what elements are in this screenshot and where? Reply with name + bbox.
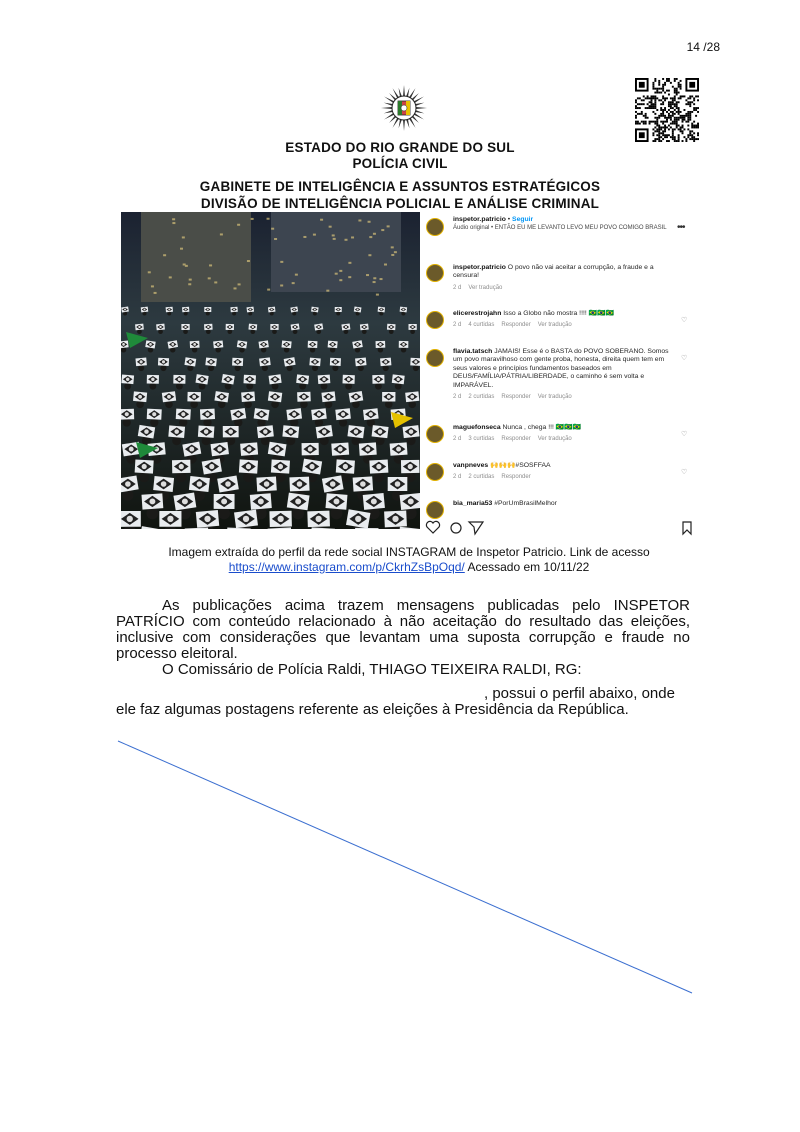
- translate-link[interactable]: Ver tradução: [537, 436, 572, 443]
- comment-text: Isso a Globo não mostra !!!! 🇧🇷🇧🇷🇧🇷: [503, 310, 615, 317]
- comment-text: JAMAIS! Esse é o BASTA do POVO SOBERANO. Somos um povo maravilhoso com gente proba, honesta, direita quem tem em seus valores e princípios fundamentos baseados em DEUS/FAMÍLIA/PÁTRIA/LIBERDADE, o caminho é sem volta e IMPARÁVEL.: [453, 348, 669, 389]
- avatar[interactable]: [426, 218, 444, 236]
- instagram-screenshot: [121, 212, 697, 542]
- access-date: Acessado em 10/11/22: [464, 560, 590, 574]
- avatar[interactable]: [426, 264, 444, 282]
- caption-username[interactable]: inspetor.patricio: [453, 264, 506, 271]
- paragraph-commissioner: O Comissário de Polícia Raldi, THIAGO TEIXEIRA RALDI, RG:: [162, 661, 582, 678]
- comment-like-heart-icon[interactable]: ♡: [681, 317, 688, 324]
- instagram-comments-panel: [423, 212, 697, 542]
- qr-code: [634, 78, 700, 142]
- avatar[interactable]: [426, 349, 444, 367]
- crowd-photo: [121, 212, 420, 529]
- post-actions-bar: [423, 518, 697, 538]
- avatar[interactable]: [426, 311, 444, 329]
- header-police: POLÍCIA CIVIL: [352, 156, 448, 171]
- translate-link[interactable]: Ver tradução: [537, 322, 572, 329]
- audio-label[interactable]: Áudio original • ENTÃO EU ME LEVANTO LEVO MEU POVO COMIGO BRASIL: [453, 225, 667, 232]
- comment-age: 2 d: [453, 322, 462, 329]
- header-cabinet: GABINETE DE INTELIGÊNCIA E ASSUNTOS ESTRATÉGICOS: [199, 179, 601, 194]
- post-username[interactable]: inspetor.patricio: [453, 216, 506, 223]
- state-crest-logo: [380, 84, 428, 132]
- comment-age: 2 d: [453, 436, 462, 443]
- reply-link[interactable]: Responder: [501, 436, 531, 443]
- comment-text: 🙌🙌🙌#SOSFFAA: [490, 462, 551, 469]
- comment-likes[interactable]: 4 curtidas: [468, 322, 495, 329]
- follow-button[interactable]: Seguir: [512, 216, 534, 223]
- header-state: ESTADO DO RIO GRANDE DO SUL: [285, 140, 515, 155]
- paragraph-elections: ele faz algumas postagens referente as eleições à Presidência da República.: [116, 701, 629, 718]
- avatar[interactable]: [426, 501, 444, 519]
- paragraph-publications: As publicações acima trazem mensagens publicadas pelo INSPETOR PATRÍCIO com conteúdo relacionado à não aceitação do resultado das eleições, inclusive com considerações que levantam uma suposta corrupção e fraude no processo eleitoral.: [116, 597, 690, 662]
- comment-username[interactable]: bia_maria53: [453, 500, 493, 507]
- reply-link[interactable]: Responder: [501, 394, 531, 401]
- comment-age: 2 d: [453, 394, 462, 401]
- save-bookmark-icon[interactable]: [683, 522, 691, 534]
- share-send-icon[interactable]: [469, 522, 483, 534]
- comment-text: Nunca , chega !!! 🇧🇷🇧🇷🇧🇷: [502, 424, 582, 431]
- comment-username[interactable]: flavia.tatsch: [453, 348, 493, 355]
- caption-text: O povo não vai aceitar a corrupção, a fraude e a censura!: [453, 264, 654, 280]
- comment-likes[interactable]: 3 curtidas: [468, 436, 495, 443]
- translate-link[interactable]: Ver tradução: [468, 284, 503, 291]
- comment-username[interactable]: vanpneves: [453, 462, 489, 469]
- image-caption: Imagem extraída do perfil da rede social INSTAGRAM de Inspetor Patricio. Link de acesso: [168, 545, 650, 559]
- instagram-post-link[interactable]: https://www.instagram.com/p/CkrhZsBpOqd/: [228, 560, 465, 574]
- page-number: 14 /28: [686, 40, 720, 54]
- comment-like-heart-icon[interactable]: ♡: [681, 469, 688, 476]
- comment-likes[interactable]: 2 curtidas: [468, 394, 495, 401]
- translate-link[interactable]: Ver tradução: [537, 394, 572, 401]
- comment-likes[interactable]: 2 curtidas: [468, 474, 495, 481]
- reply-link[interactable]: Responder: [501, 322, 531, 329]
- comment-text: #PorUmBrasilMelhor: [494, 500, 557, 507]
- avatar[interactable]: [426, 425, 444, 443]
- comment-age: 2 d: [453, 284, 462, 291]
- like-heart-icon[interactable]: [426, 521, 439, 533]
- comment-username[interactable]: elicerestrojahn: [453, 310, 502, 317]
- comment-username[interactable]: maguefonseca: [453, 424, 501, 431]
- comment-like-heart-icon[interactable]: ♡: [681, 355, 688, 362]
- comment-like-heart-icon[interactable]: ♡: [681, 431, 688, 438]
- comment-bubble-icon[interactable]: [451, 523, 461, 533]
- separator-dot: •: [507, 216, 513, 223]
- image-caption-link-line: [0, 560, 800, 574]
- reply-link[interactable]: Responder: [501, 474, 531, 481]
- paragraph-profile-clause: , possui o perfil abaixo, onde: [484, 685, 675, 702]
- comment-age: 2 d: [453, 474, 462, 481]
- more-options-icon[interactable]: •••: [677, 222, 685, 233]
- header-division: DIVISÃO DE INTELIGÊNCIA POLICIAL E ANÁLISE CRIMINAL: [200, 196, 600, 211]
- avatar[interactable]: [426, 463, 444, 481]
